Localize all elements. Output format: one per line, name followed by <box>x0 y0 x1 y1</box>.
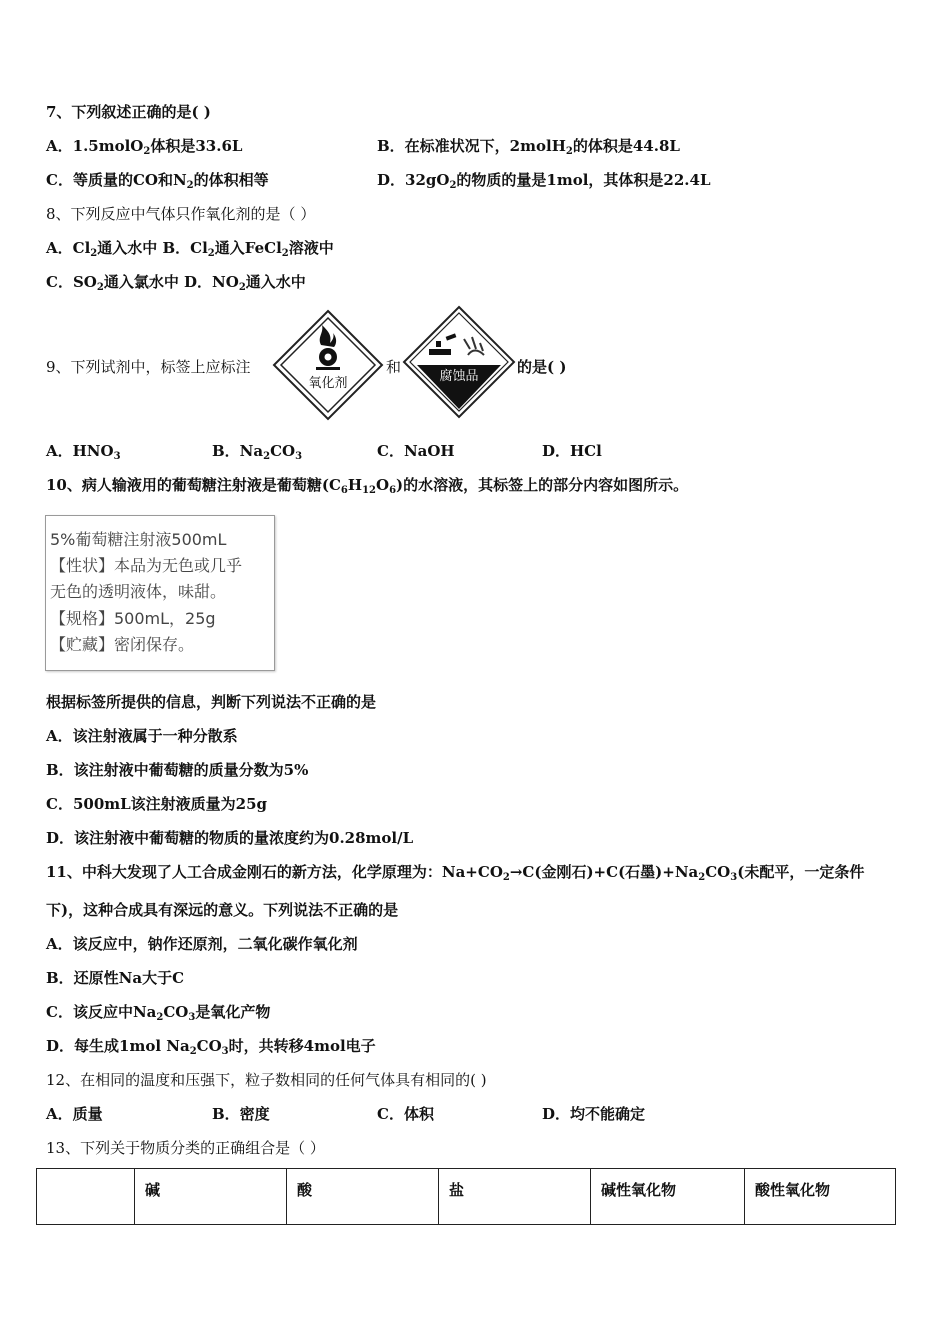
q11-stem-line2: 下)，这种合成具有深远的意义。下列说法不正确的是 <box>46 901 399 919</box>
q8-options-cd[interactable]: C．$SO_2$通入氯水中 D．$NO_2$通入水中 <box>46 273 306 293</box>
q7-option-b[interactable]: B．在标准状况下，2molH$_2$的体积是44.8L <box>377 137 680 157</box>
q11-option-d[interactable]: D．每生成1mol $Na_2CO_3$时，共转移4mol电子 <box>46 1037 376 1057</box>
q9-option-c[interactable]: C．NaOH <box>377 442 455 460</box>
q12-option-c[interactable]: C．体积 <box>377 1105 434 1123</box>
q9-option-a[interactable]: A．$HNO_3$ <box>46 442 121 462</box>
q10-intro: 根据标签所提供的信息，判断下列说法不正确的是 <box>46 693 377 711</box>
table-header-cell: 盐 <box>439 1169 591 1225</box>
svg-text:氧化剂: 氧化剂 <box>308 376 348 391</box>
q10-option-b[interactable]: B．该注射液中葡萄糖的质量分数为5% <box>46 761 309 779</box>
oxidizer-hazard-sign <box>272 309 384 421</box>
svg-text:腐蚀品: 腐蚀品 <box>439 369 479 384</box>
table-header-cell: 酸性氧化物 <box>745 1169 896 1225</box>
q11-option-a[interactable]: A．该反应中，钠作还原剂，二氧化碳作氧化剂 <box>46 935 358 953</box>
q7-option-c[interactable]: C．等质量的CO和$N_2$的体积相等 <box>46 171 269 191</box>
table-header-cell <box>37 1169 135 1225</box>
q8-options-ab[interactable]: A．$Cl_2$通入水中 B．$Cl_2$通入FeCl$_2$溶液中 <box>46 239 334 259</box>
table-header-cell: 碱 <box>135 1169 287 1225</box>
corrosive-hazard-sign <box>402 305 516 419</box>
q7-option-d[interactable]: D．$32gO_2$的物质的量是1mol，其体积是22.4L <box>377 171 711 191</box>
q9-and: 和 <box>386 358 402 376</box>
label-line: 5%葡萄糖注射液500mL <box>50 530 227 549</box>
label-line: 【性状】本品为无色或几乎 <box>50 556 243 575</box>
classification-table <box>36 1168 896 1225</box>
q9-option-d[interactable]: D．HCl <box>542 442 602 460</box>
q11-option-c[interactable]: C．该反应中$Na_2CO_3$是氧化产物 <box>46 1003 271 1023</box>
q10-option-d[interactable]: D．该注射液中葡萄糖的物质的量浓度约为0.28mol/L <box>46 829 414 847</box>
table-header-cell: 酸 <box>287 1169 439 1225</box>
q12-option-a[interactable]: A．质量 <box>46 1105 103 1123</box>
q10-option-c[interactable]: C．500mL该注射液质量为25g <box>46 795 268 813</box>
label-line: 【规格】500mL，25g <box>50 609 216 628</box>
glucose-injection-label <box>45 515 275 671</box>
q10-stem: 10、病人输液用的葡萄糖注射液是葡萄糖$(C_6H_{12}O_6)$的水溶液，其标签上的部分内容如图所示。 <box>46 476 689 496</box>
q13-stem: 13、下列关于物质分类的正确组合是（ ） <box>46 1139 325 1157</box>
q8-stem: 8、下列反应中气体只作氧化剂的是（ ） <box>46 205 316 223</box>
q7-option-a[interactable]: A．1.5molO$_2$体积是33.6L <box>46 137 243 157</box>
q10-option-a[interactable]: A．该注射液属于一种分散系 <box>46 727 238 745</box>
table-header-cell: 碱性氧化物 <box>591 1169 745 1225</box>
q7-stem: 7、下列叙述正确的是( ) <box>46 103 211 121</box>
q11-stem-line1: 11、中科大发现了人工合成金刚石的新方法，化学原理为：$Na+CO_2\to C$(金刚石)+C(石墨)$+Na_2CO_3$(未配平，一定条件 <box>46 863 865 883</box>
q11-option-b[interactable]: B．还原性Na大于C <box>46 969 185 987</box>
label-line: 无色的透明液体，味甜。 <box>50 582 227 601</box>
q12-option-d[interactable]: D．均不能确定 <box>542 1105 646 1123</box>
q9-stem-end: 的是( ) <box>517 358 567 376</box>
q12-stem: 12、在相同的温度和压强下，粒子数相同的任何气体具有相同的( ) <box>46 1071 487 1089</box>
q12-option-b[interactable]: B．密度 <box>212 1105 270 1123</box>
label-line: 【贮藏】密闭保存。 <box>50 635 195 654</box>
table-header-row <box>37 1169 896 1225</box>
q9-option-b[interactable]: B．$Na_2CO_3$ <box>212 442 303 462</box>
q9-stem: 9、下列试剂中，标签上应标注 <box>46 358 251 376</box>
